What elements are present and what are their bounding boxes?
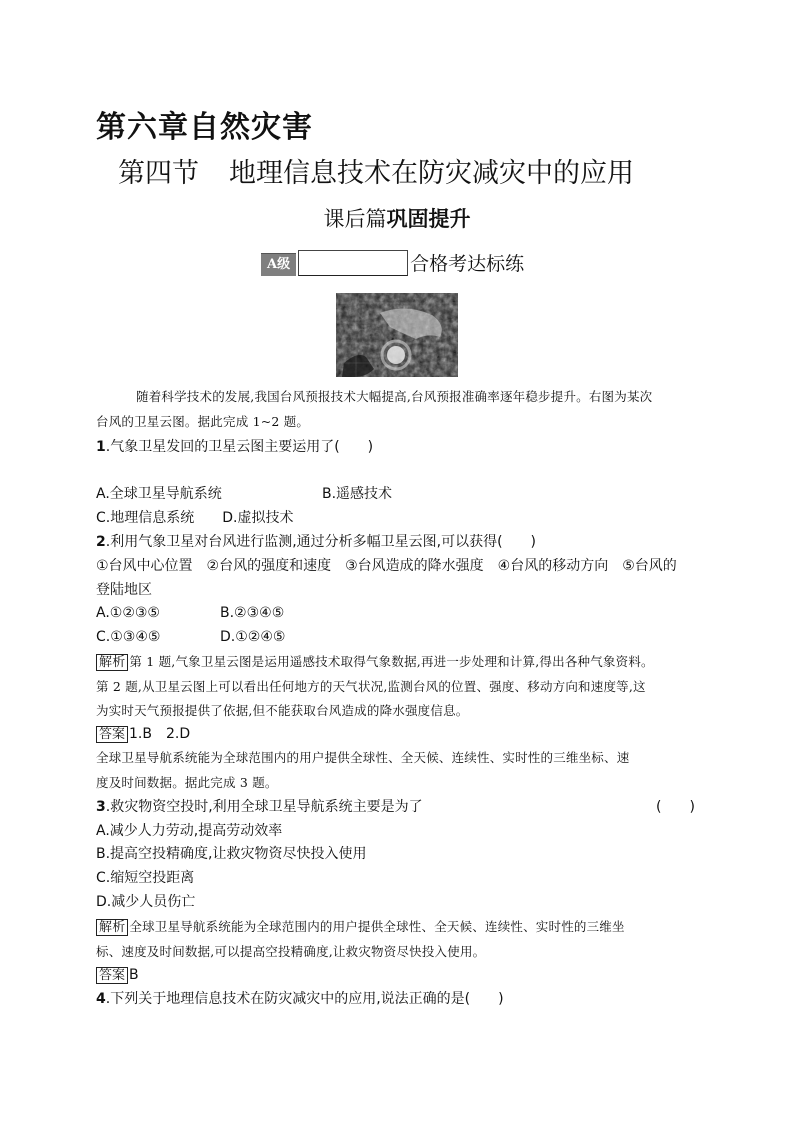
intro-text-line: 台风的卫星云图。据此完成 1~2 题。 [96, 414, 310, 429]
q2-option-c: C.①③④⑤ [96, 629, 161, 645]
intro-text-line: 随着科学技术的发展,我国台风预报技术大幅提高,台风预报准确率逐年稳步提升。右图为某次 [136, 389, 653, 404]
question-number: 1 [96, 439, 106, 455]
intro-text-line: 度及时间数据。据此完成 3 题。 [96, 775, 278, 790]
level-text: 合格考达标练 [410, 253, 525, 275]
analysis-1-line: 第 2 题,从卫星云图上可以看出任何地方的天气状况,监测台风的位置、强度、移动方向和速度等,这 [96, 679, 646, 694]
question-text: .救灾物资空投时,利用全球卫星导航系统主要是为了 [105, 799, 423, 815]
analysis-1-line [96, 653, 654, 671]
analysis-3-line: 标、速度及时间数据,可以提高空投精确度,让救灾物资尽快投入使用。 [96, 944, 486, 959]
answer-1-line [96, 725, 190, 743]
q2-option-d: D.①②④⑤ [220, 629, 286, 645]
q1-option-a: A.全球卫星导航系统 [96, 486, 222, 502]
section-name: 地理信息技术在防灾减灾中的应用 [229, 158, 634, 189]
analysis-text: 第 1 题,气象卫星云图是运用遥感技术取得气象数据,再进一步处理和计算,得出各种气象资料。 [129, 654, 654, 669]
question-1-stem [96, 438, 373, 456]
analysis-tag: 解析 [96, 654, 128, 671]
section-number: 第四节 [118, 158, 199, 189]
q3-option-b: B.提高空投精确度,让救灾物资尽快投入使用 [96, 846, 367, 862]
subtitle-prefix: 课后篇 [323, 207, 387, 231]
answer-3-line [96, 966, 139, 984]
analysis-tag: 解析 [96, 919, 128, 936]
section-title [118, 151, 634, 190]
q1-option-cd: C.地理信息系统 D.虚拟技术 [96, 510, 294, 526]
answer-tag: 答案 [96, 726, 128, 743]
level-blank-box [298, 250, 408, 276]
q2-items-line: ①台风中心位置 ②台风的强度和速度 ③台风造成的降水强度 ④台风的移动方向 ⑤台风的 [96, 558, 677, 574]
q3-option-c: C.缩短空投距离 [96, 870, 195, 886]
q1-option-b: B.遥感技术 [322, 486, 393, 502]
question-3-stem [96, 798, 423, 816]
question-text: .利用气象卫星对台风进行监测,通过分析多幅卫星云图,可以获得( ) [105, 534, 537, 550]
question-number: 4 [96, 991, 106, 1007]
answer-tag: 答案 [96, 967, 128, 984]
q2-items-line: 登陆地区 [96, 582, 152, 598]
q3-option-d: D.减少人员伤亡 [96, 894, 196, 910]
question-number: 3 [96, 799, 106, 815]
question-number: 2 [96, 534, 106, 550]
question-2-stem [96, 533, 536, 551]
subtitle-emphasis: 巩固提升 [386, 207, 471, 231]
analysis-text: 全球卫星导航系统能为全球范围内的用户提供全球性、全天候、连续性、实时性的三维坐 [129, 919, 625, 934]
analysis-3-line [96, 918, 625, 936]
answer-text: 1.B 2.D [129, 726, 191, 742]
analysis-1-line: 为实时天气预报提供了依据,但不能获取台风造成的降水强度信息。 [96, 703, 469, 718]
question-text: .气象卫星发回的卫星云图主要运用了( ) [105, 439, 374, 455]
answer-text: B [129, 967, 139, 983]
intro-text-line: 全球卫星导航系统能为全球范围内的用户提供全球性、全天候、连续性、实时性的三维坐标、速 [96, 750, 630, 765]
level-heading [261, 246, 524, 276]
q3-answer-paren: ( ) [656, 799, 695, 815]
question-4-stem [96, 990, 504, 1008]
satellite-cloud-image [336, 293, 458, 377]
level-badge: A级 [261, 253, 296, 276]
q2-option-a: A.①②③⑤ [96, 605, 160, 621]
chapter-title: 第六章自然灾害 [96, 110, 313, 145]
q3-option-a: A.减少人力劳动,提高劳动效率 [96, 823, 283, 839]
page-subtitle [0, 203, 794, 233]
q2-option-b: B.②③④⑤ [220, 605, 285, 621]
question-text: .下列关于地理信息技术在防灾减灾中的应用,说法正确的是( ) [105, 991, 504, 1007]
